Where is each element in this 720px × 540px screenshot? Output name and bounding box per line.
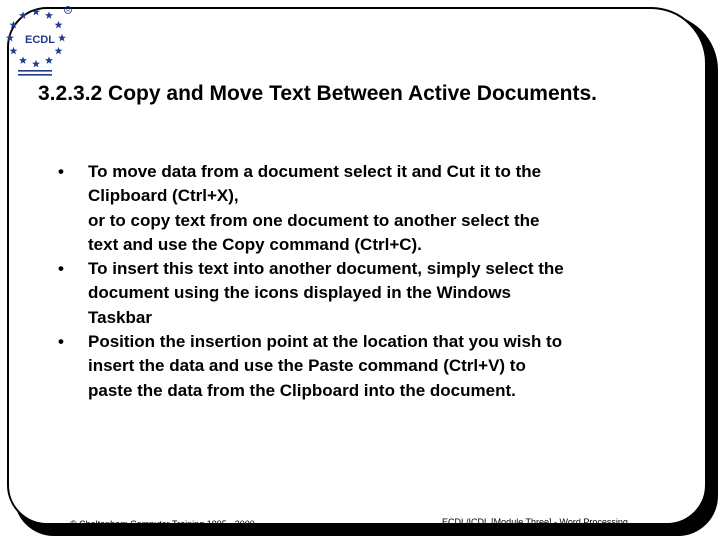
star-icon (9, 47, 17, 55)
bullet-icon: • (58, 259, 64, 279)
logo-tagline-line-1 (18, 70, 52, 72)
registered-mark-letter: R (66, 8, 70, 14)
bullet-line: Taskbar (88, 307, 152, 327)
bullet-line: text and use the Copy command (Ctrl+C). (88, 234, 422, 254)
bullet-item (58, 330, 668, 403)
logo-text: ECDL (25, 34, 55, 46)
ecdl-logo (2, 2, 78, 82)
bullet-line: To move data from a document select it and Cut it to the (88, 162, 542, 181)
star-icon (9, 21, 17, 29)
bullet-list (58, 160, 668, 403)
bullet-line: document using the icons displayed in the Windows (88, 283, 511, 303)
bullet-item (58, 257, 668, 330)
star-icon (45, 11, 53, 19)
bullet-line: insert the data and use the Paste command (Ctrl+V) to (88, 356, 526, 376)
footer-module: ECDL/ICDL [Module Three] - Word Processing (442, 517, 628, 527)
star-icon (19, 56, 27, 64)
slide-title: 3.2.3.2 Copy and Move Text Between Active Documents. (38, 82, 597, 105)
star-icon (32, 8, 40, 16)
footer-copyright: © Cheltenham Computer Training 1995 - 2000 (70, 519, 255, 529)
bullet-item (58, 160, 668, 257)
star-icon (55, 21, 63, 29)
star-icon (19, 11, 27, 19)
star-icon (32, 60, 40, 68)
star-icon (58, 34, 66, 42)
bullet-icon: • (58, 332, 64, 352)
star-icon (45, 56, 53, 64)
star-icon (55, 47, 63, 55)
bullet-line: paste the data from the Clipboard into the document. (88, 380, 516, 400)
bullet-line: or to copy text from one document to another select the (88, 210, 540, 230)
bullet-icon: • (58, 162, 64, 181)
bullet-line: Clipboard (Ctrl+X), (88, 186, 239, 206)
bullet-line: To insert this text into another document, simply select the (88, 259, 564, 279)
star-icon (6, 34, 14, 42)
bullet-line: Position the insertion point at the location that you wish to (88, 332, 563, 352)
logo-tagline-line-2 (18, 74, 52, 76)
